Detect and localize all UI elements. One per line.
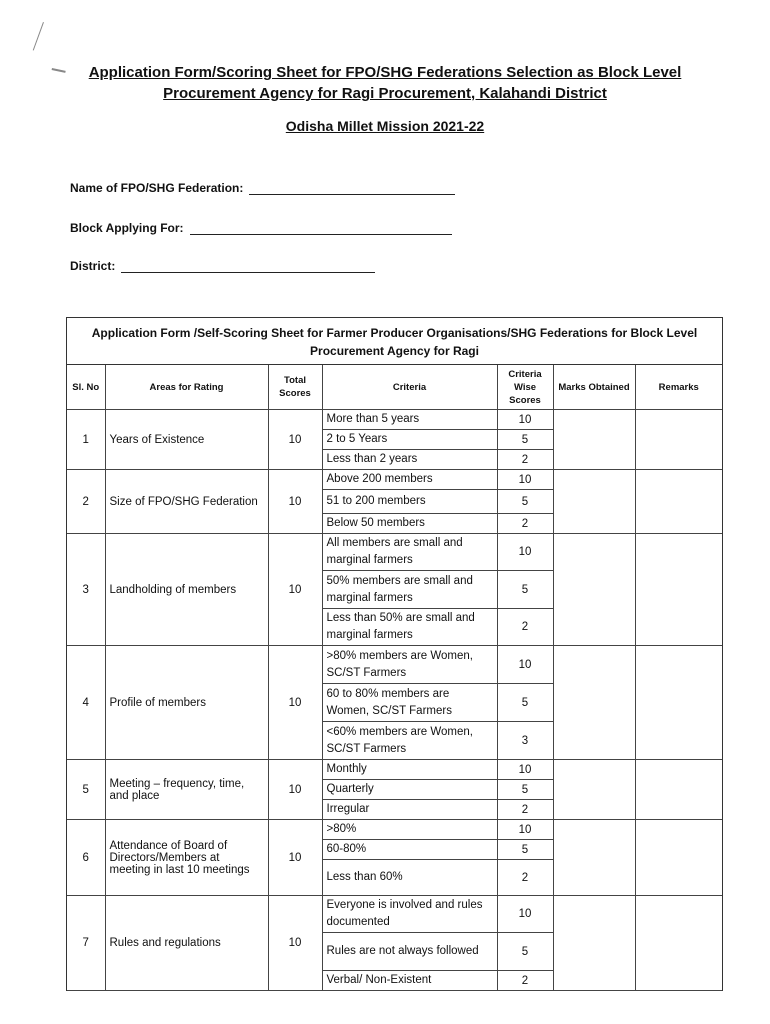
marks-obtained-cell[interactable] [553,760,635,820]
fpo-name-label: Name of FPO/SHG Federation: [70,181,244,195]
remarks-cell[interactable] [635,410,722,470]
row-total-score: 10 [268,646,322,760]
criteria-text: Everyone is involved and rules documented [322,896,497,933]
scan-mark-slash [33,22,44,51]
remarks-cell[interactable] [635,820,722,896]
block-label: Block Applying For: [70,221,184,235]
col-header-remarks: Remarks [635,365,722,410]
table-row [67,410,722,430]
criteria-wise-score: 5 [497,933,553,971]
marks-obtained-cell[interactable] [553,534,635,646]
form-subtitle: Odisha Millet Mission 2021-22 [285,118,485,134]
remarks-cell[interactable] [635,534,722,646]
criteria-wise-score: 10 [497,410,553,430]
criteria-text: 51 to 200 members [322,490,497,514]
criteria-wise-score: 2 [497,800,553,820]
fpo-name-blank[interactable] [249,182,455,195]
criteria-text: 2 to 5 Years [322,430,497,450]
row-serial-number: 7 [67,896,105,991]
criteria-wise-score: 5 [497,571,553,609]
col-header-total: Total Scores [268,365,322,410]
table-row [67,820,722,840]
remarks-cell[interactable] [635,646,722,760]
block-blank[interactable] [190,222,452,235]
criteria-text: Less than 50% are small and marginal farmers [322,609,497,646]
criteria-wise-score: 5 [497,490,553,514]
criteria-wise-score: 10 [497,646,553,684]
marks-obtained-cell[interactable] [553,646,635,760]
row-total-score: 10 [268,896,322,991]
table-row [67,646,722,684]
col-header-criteria-wise-scores: Criteria Wise Scores [497,365,553,410]
criteria-wise-score: 2 [497,609,553,646]
row-area-for-rating: Rules and regulations [105,896,268,991]
marks-obtained-cell[interactable] [553,896,635,991]
criteria-wise-score: 10 [497,534,553,571]
criteria-text: Rules are not always followed [322,933,497,971]
row-total-score: 10 [268,410,322,470]
criteria-text: 60-80% [322,840,497,860]
row-serial-number: 4 [67,646,105,760]
sheet-title: Application Form /Self-Scoring Sheet for Farmer Producer Organisations/SHG Federations for Block Level Procurement Agency for Ragi [67,318,722,365]
criteria-text: 60 to 80% members are Women, SC/ST Farmers [322,684,497,722]
table-row [67,760,722,780]
marks-obtained-cell[interactable] [553,820,635,896]
criteria-text: Quarterly [322,780,497,800]
district-blank[interactable] [121,260,375,273]
col-header-sl: Sl. No [67,365,105,410]
remarks-cell[interactable] [635,470,722,534]
row-serial-number: 3 [67,534,105,646]
criteria-wise-score: 2 [497,514,553,534]
row-total-score: 10 [268,760,322,820]
scoring-sheet [66,317,723,991]
criteria-text: Monthly [322,760,497,780]
row-total-score: 10 [268,470,322,534]
row-serial-number: 1 [67,410,105,470]
table-row [67,534,722,571]
criteria-wise-score: 2 [497,971,553,991]
criteria-text: >80% [322,820,497,840]
marks-obtained-cell[interactable] [553,410,635,470]
criteria-text: 50% members are small and marginal farmers [322,571,497,609]
row-serial-number: 2 [67,470,105,534]
scoring-table [67,365,722,991]
table-row [67,896,722,933]
criteria-wise-score: 5 [497,780,553,800]
district-field [70,259,375,273]
criteria-text: >80% members are Women, SC/ST Farmers [322,646,497,684]
criteria-wise-score: 5 [497,684,553,722]
form-title-line-2: Procurement Agency for Ragi Procurement, Kalahandi District [163,85,607,102]
criteria-text: Above 200 members [322,470,497,490]
criteria-text: All members are small and marginal farmers [322,534,497,571]
criteria-wise-score: 2 [497,450,553,470]
row-area-for-rating: Attendance of Board of Directors/Members at meeting in last 10 meetings [105,820,268,896]
criteria-text: Less than 2 years [322,450,497,470]
table-body [67,410,722,991]
form-title-line-1: Application Form/Scoring Sheet for FPO/SHG Federations Selection as Block Level [88,64,682,81]
row-total-score: 10 [268,534,322,646]
col-header-marks-obtained: Marks Obtained [553,365,635,410]
criteria-text: Irregular [322,800,497,820]
criteria-wise-score: 10 [497,470,553,490]
remarks-cell[interactable] [635,760,722,820]
remarks-cell[interactable] [635,896,722,991]
criteria-wise-score: 10 [497,820,553,840]
row-area-for-rating: Meeting – frequency, time, and place [105,760,268,820]
criteria-wise-score: 2 [497,860,553,896]
col-header-area: Areas for Rating [105,365,268,410]
district-label: District: [70,259,116,273]
table-row [67,470,722,490]
criteria-wise-score: 5 [497,430,553,450]
fpo-name-field [70,181,455,195]
criteria-text: Verbal/ Non-Existent [322,971,497,991]
row-total-score: 10 [268,820,322,896]
table-header-row [67,365,722,410]
block-field [70,221,452,235]
criteria-wise-score: 10 [497,896,553,933]
criteria-wise-score: 10 [497,760,553,780]
criteria-text: <60% members are Women, SC/ST Farmers [322,722,497,760]
row-area-for-rating: Landholding of members [105,534,268,646]
col-header-criteria: Criteria [322,365,497,410]
criteria-text: Below 50 members [322,514,497,534]
criteria-text: More than 5 years [322,410,497,430]
row-area-for-rating: Years of Existence [105,410,268,470]
marks-obtained-cell[interactable] [553,470,635,534]
row-serial-number: 5 [67,760,105,820]
criteria-wise-score: 3 [497,722,553,760]
row-serial-number: 6 [67,820,105,896]
row-area-for-rating: Profile of members [105,646,268,760]
criteria-text: Less than 60% [322,860,497,896]
criteria-wise-score: 5 [497,840,553,860]
row-area-for-rating: Size of FPO/SHG Federation [105,470,268,534]
